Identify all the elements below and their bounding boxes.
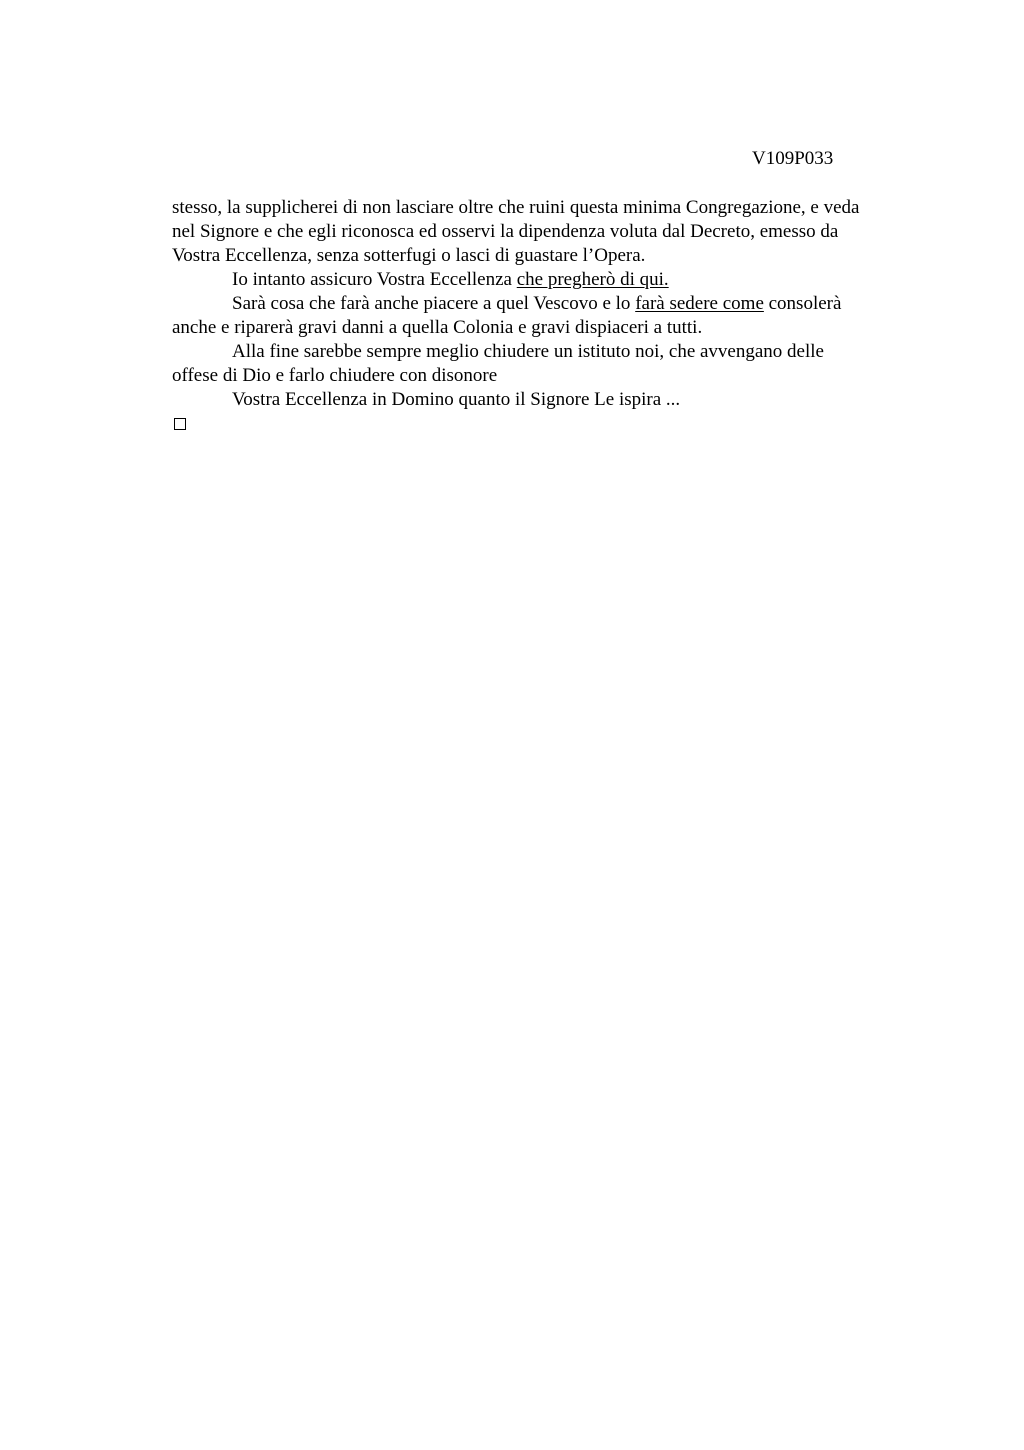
text-line-3: Vostra Eccellenza, senza sotterfugi o lasci di guastare l’Opera. xyxy=(172,245,646,266)
text-line-4-underlined: che pregherò di qui. xyxy=(516,269,669,290)
letter-body xyxy=(172,196,932,430)
text-line-4 xyxy=(172,268,932,292)
text-line-7: Alla fine sarebbe sempre meglio chiudere un istituto noi, che avvengano delle xyxy=(232,341,824,362)
page-code: V109P033 xyxy=(752,148,834,169)
text-line-5-plain-start: Sarà cosa che farà anche piacere a quel Vescovo e lo xyxy=(232,293,636,314)
text-line-2: nel Signore e che egli riconosca ed osservi la dipendenza voluta dal Decreto, emesso da xyxy=(172,221,839,242)
text-line-5-plain-end: consolerà xyxy=(763,293,842,314)
text-line-9: Vostra Eccellenza in Domino quanto il Signore Le ispira ... xyxy=(232,389,681,410)
text-line-4-plain: Io intanto assicuro Vostra Eccellenza xyxy=(232,269,517,290)
text-line-1: stesso, la supplicherei di non lasciare oltre che ruini questa minima Congregazione, e veda xyxy=(172,197,860,218)
text-line-5 xyxy=(172,292,932,316)
text-line-5-underlined: farà sedere come xyxy=(635,293,764,314)
text-line-8: offese di Dio e farlo chiudere con disonore xyxy=(172,365,498,386)
empty-square-icon xyxy=(174,418,186,430)
text-line-6: anche e riparerà gravi danni a quella Colonia e gravi dispiaceri a tutti. xyxy=(172,317,703,338)
